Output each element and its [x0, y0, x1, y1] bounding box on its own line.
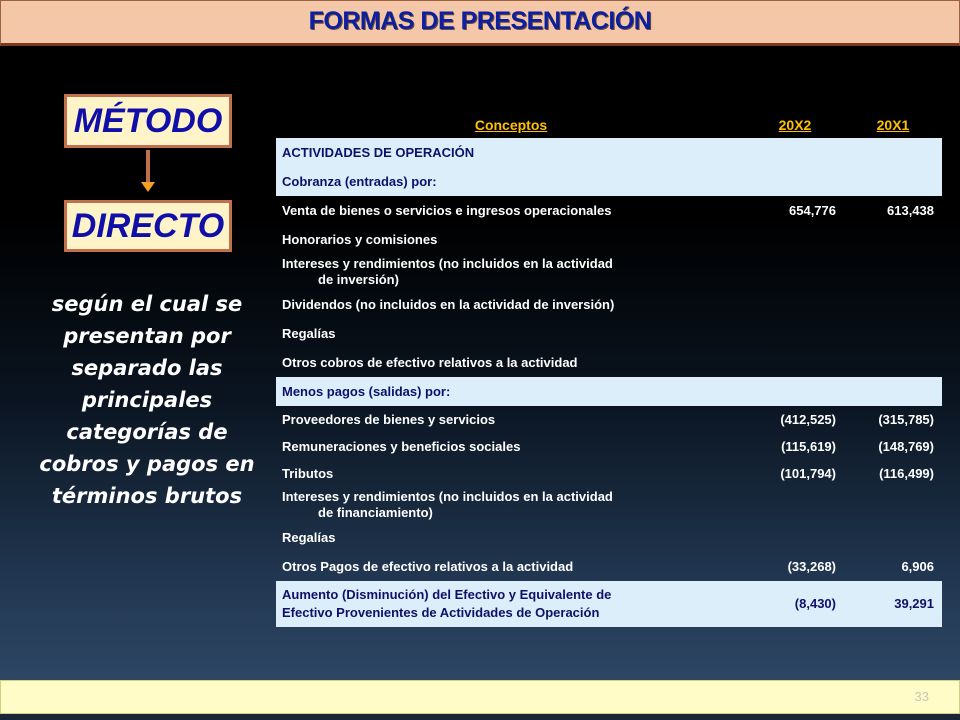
row-value-20x1 — [844, 225, 942, 254]
row-value-20x2 — [746, 254, 844, 290]
row-value-20x2 — [746, 523, 844, 552]
cash-flow-table — [276, 112, 942, 627]
row-concept: Dividendos (no incluidos en la actividad de inversión) — [282, 297, 615, 312]
table-row — [276, 406, 942, 433]
page-number: 33 — [914, 689, 929, 704]
row-value-20x1 — [844, 319, 942, 348]
row-value-20x1: (116,499) — [879, 466, 934, 481]
row-concept-line: de financiamiento) — [318, 505, 433, 520]
row-value-20x1: 6,906 — [901, 559, 934, 574]
row-value-20x1: 613,438 — [887, 203, 934, 218]
method-description — [30, 288, 264, 512]
table-row — [276, 319, 942, 348]
row-value-20x1 — [844, 290, 942, 319]
description-line: separado las — [71, 356, 223, 380]
row-value-20x2 — [746, 138, 844, 167]
row-concept: Cobranza (entradas) por: — [276, 167, 746, 196]
description-line: según el cual se — [51, 292, 243, 316]
description-line: cobros y pagos en — [39, 452, 255, 476]
header-20x2: 20X2 — [778, 117, 812, 133]
row-value-20x1 — [844, 523, 942, 552]
row-concept: Otros Pagos de efectivo relativos a la actividad — [282, 559, 574, 574]
footer-bar — [0, 680, 960, 714]
table-row — [276, 348, 942, 377]
row-concept-line: Intereses y rendimientos (no incluidos en la actividad — [282, 489, 613, 504]
row-value-20x2 — [746, 487, 844, 523]
table-row — [276, 523, 942, 552]
row-concept: Menos pagos (salidas) por: — [276, 377, 746, 406]
row-concept-line: Aumento (Disminución) del Efectivo y Equivalente de — [282, 587, 612, 602]
row-value-20x1 — [844, 348, 942, 377]
row-concept — [276, 487, 746, 523]
row-value-20x1: (148,769) — [878, 439, 934, 454]
description-line: presentan por — [63, 324, 231, 348]
row-value-20x1 — [844, 487, 942, 523]
row-concept-line: Efectivo Provenientes de Actividades de Operación — [282, 605, 600, 620]
row-concept: Regalías — [282, 326, 336, 341]
slide-title: FORMAS DE PRESENTACIÓN — [308, 7, 652, 35]
connector-line — [146, 150, 150, 184]
row-value-20x1: 39,291 — [844, 581, 942, 627]
row-concept: Venta de bienes o servicios e ingresos operacionales — [282, 203, 612, 218]
row-value-20x1 — [844, 138, 942, 167]
table-row-total — [276, 581, 942, 627]
table-row — [276, 487, 942, 523]
row-value-20x1 — [844, 167, 942, 196]
row-value-20x1 — [844, 254, 942, 290]
row-concept: Honorarios y comisiones — [282, 232, 438, 247]
row-value-20x2: (412,525) — [780, 412, 836, 427]
row-concept: Otros cobros de efectivo relativos a la actividad — [282, 355, 578, 370]
method-box: MÉTODO — [64, 94, 232, 148]
table-row — [276, 290, 942, 319]
row-concept: ACTIVIDADES DE OPERACIÓN — [276, 138, 746, 167]
table-header-row — [276, 112, 942, 138]
table-row — [276, 552, 942, 581]
row-value-20x2 — [746, 225, 844, 254]
row-concept: Remuneraciones y beneficios sociales — [282, 439, 521, 454]
header-concepts: Conceptos — [474, 117, 548, 133]
row-concept: Regalías — [282, 530, 336, 545]
row-concept: Proveedores de bienes y servicios — [282, 412, 496, 427]
row-value-20x1 — [844, 377, 942, 406]
description-line: términos brutos — [51, 484, 243, 508]
row-value-20x2 — [746, 290, 844, 319]
table-row — [276, 254, 942, 290]
table-row — [276, 433, 942, 460]
table-row — [276, 460, 942, 487]
table-row — [276, 225, 942, 254]
row-concept-line: Intereses y rendimientos (no incluidos en la actividad — [282, 256, 613, 271]
title-bar — [0, 0, 960, 46]
table-row — [276, 138, 942, 167]
bottom-strip — [0, 714, 960, 720]
table-row — [276, 167, 942, 196]
row-value-20x2 — [746, 167, 844, 196]
arrow-down-icon — [141, 182, 155, 192]
row-value-20x2: 654,776 — [789, 203, 836, 218]
row-concept — [276, 581, 746, 627]
description-line: categorías de — [66, 420, 228, 444]
row-value-20x2: (101,794) — [780, 466, 836, 481]
table-row — [276, 196, 942, 225]
description-line: principales — [81, 388, 213, 412]
header-20x1: 20X1 — [876, 117, 910, 133]
cash-flow-grid — [276, 112, 942, 627]
row-value-20x2 — [746, 377, 844, 406]
row-concept-line: de inversión) — [318, 272, 399, 287]
direct-box: DIRECTO — [64, 200, 232, 252]
table-row — [276, 377, 942, 406]
row-value-20x2: (33,268) — [787, 559, 836, 574]
row-value-20x2 — [746, 348, 844, 377]
row-value-20x2: (8,430) — [746, 581, 844, 627]
row-value-20x2: (115,619) — [781, 439, 836, 454]
row-value-20x1: (315,785) — [878, 412, 934, 427]
row-value-20x2 — [746, 319, 844, 348]
row-concept: Tributos — [282, 466, 334, 481]
row-concept — [276, 254, 746, 290]
